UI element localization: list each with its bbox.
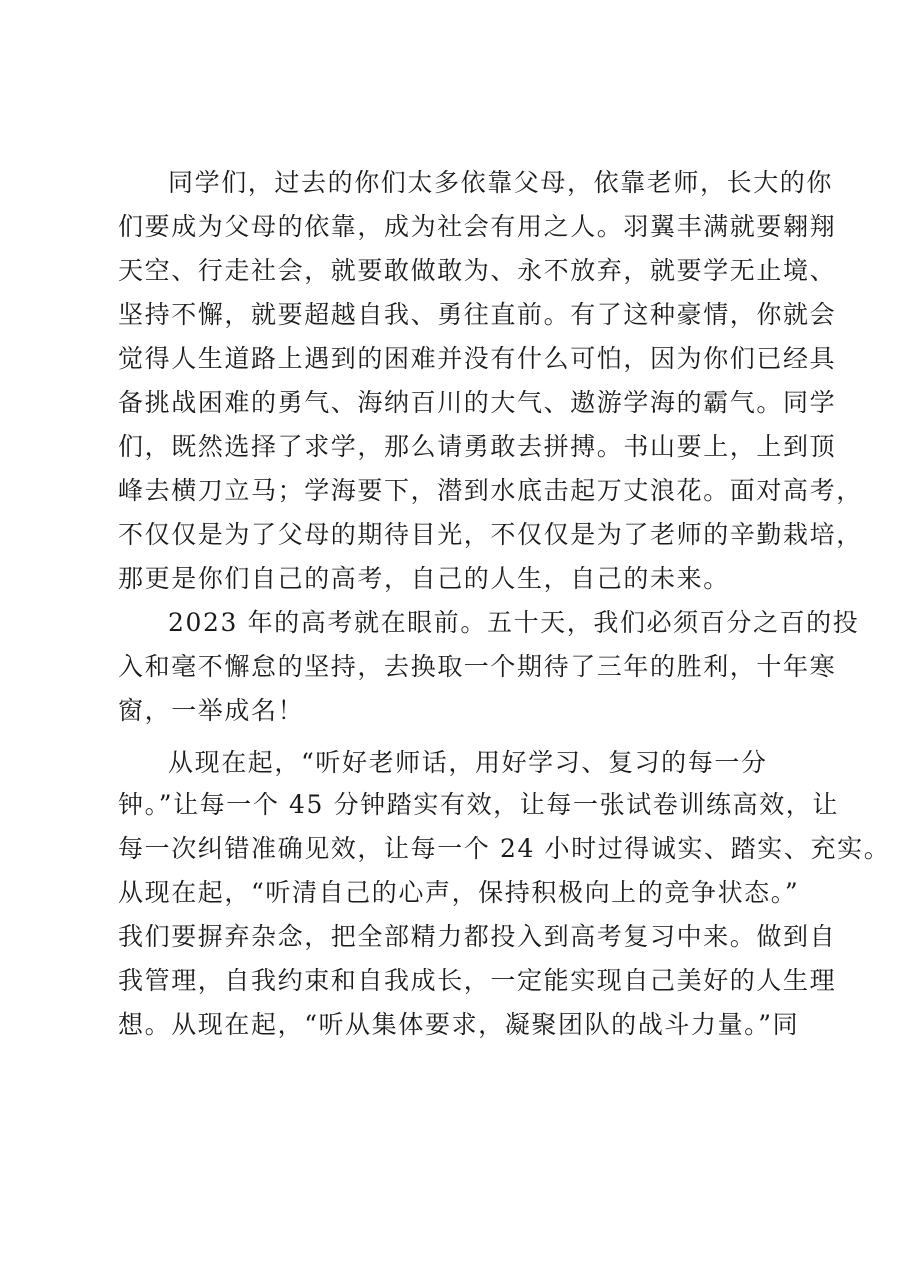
text-line: 备挑战困难的勇气、海纳百川的大气、遨游学海的霸气。同学	[118, 388, 837, 417]
text-line: 我管理，自我约束和自我成长，一定能实现自己美好的人生理	[118, 966, 837, 995]
text-line: 从现在起，“听清自己的心声，保持积极向上的竞争状态。”	[118, 878, 800, 907]
text-line: 2023 年的高考就在眼前。五十天，我们必须百分之百的投	[168, 608, 860, 637]
text-line: 那更是你们自己的高考，自己的人生，自己的未来。	[118, 564, 730, 593]
text-line: 钟。”让每一个 45 分钟踏实有效，让每一张试卷训练高效，让	[118, 790, 839, 819]
text-line: 窗，一举成名！	[118, 696, 305, 725]
text-line: 每一次纠错准确见效，让每一个 24 小时过得诚实、踏实、充实。	[118, 834, 891, 863]
text-line: 峰去横刀立马；学海要下，潜到水底击起万丈浪花。面对高考，	[118, 476, 863, 505]
text-line: 想。从现在起，“听从集体要求，凝聚团队的战斗力量。”同	[118, 1010, 800, 1039]
text-line: 们要成为父母的依靠，成为社会有用之人。羽翼丰满就要翱翔	[118, 212, 837, 241]
text-line: 从现在起，“听好老师话，用好学习、复习的每一分	[168, 748, 768, 777]
text-line: 坚持不懈，就要超越自我、勇往直前。有了这种豪情，你就会	[118, 300, 837, 329]
text-line: 不仅仅是为了父母的期待目光，不仅仅是为了老师的辛勤栽培，	[118, 520, 863, 549]
text-line: 天空、行走社会，就要敢做敢为、永不放弃，就要学无止境、	[118, 256, 837, 285]
text-line: 们，既然选择了求学，那么请勇敢去拼搏。书山要上，上到顶	[118, 432, 837, 461]
text-line: 同学们，过去的你们太多依靠父母，依靠老师，长大的你	[168, 168, 834, 197]
text-line: 入和毫不懈怠的坚持，去换取一个期待了三年的胜利，十年寒	[118, 652, 837, 681]
text-line: 我们要摒弃杂念，把全部精力都投入到高考复习中来。做到自	[118, 922, 837, 951]
text-line: 觉得人生道路上遇到的困难并没有什么可怕，因为你们已经具	[118, 344, 837, 373]
